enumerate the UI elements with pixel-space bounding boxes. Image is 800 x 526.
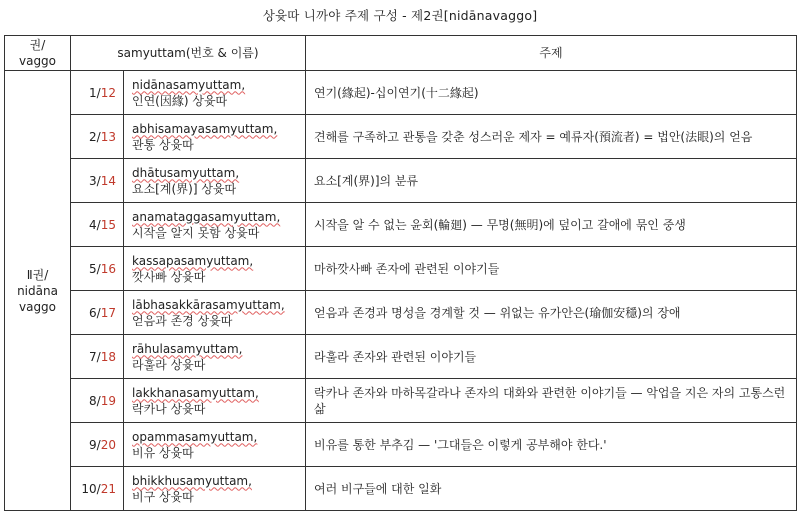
pali-name: bhikkhusamyuttam, — [132, 473, 252, 488]
pali-name: anamataggasamyuttam, — [132, 209, 281, 224]
samyutta-index: 19 — [100, 393, 116, 408]
samyutta-index: 18 — [100, 349, 116, 364]
sequence-number: 3/ — [89, 173, 101, 188]
sequence-number: 5/ — [89, 261, 101, 276]
volume-line1: Ⅱ권/ — [26, 267, 49, 282]
samyutta-number — [71, 247, 124, 291]
sequence-number: 6/ — [89, 305, 101, 320]
samyutta-index: 17 — [100, 305, 116, 320]
table-row — [5, 247, 797, 291]
pali-name: kassapasamyuttam, — [132, 253, 254, 268]
table-row — [5, 291, 797, 335]
samyutta-index: 15 — [100, 217, 116, 232]
korean-name: 라훌라 상윳따 — [132, 357, 206, 372]
samyutta-table — [4, 35, 797, 511]
samyutta-number — [71, 467, 124, 511]
topic-cell: 견해를 구족하고 관통을 갖춘 성스러운 제자 = 예류자(預流者) = 법안(法眼)의 얻음 — [306, 115, 797, 159]
document-title: 상윳따 니까야 주제 구성 - 제2권[nidānavaggo] — [262, 8, 538, 23]
volume-line3: vaggo — [18, 299, 57, 314]
samyutta-number — [71, 291, 124, 335]
korean-name: 시작을 알지 못함 상윳따 — [132, 225, 260, 240]
sequence-number: 4/ — [89, 217, 101, 232]
table-row — [5, 71, 797, 115]
topic-cell: 여러 비구들에 대한 일화 — [306, 467, 797, 511]
samyutta-name — [124, 379, 306, 423]
korean-name: 요소[계(界)] 상윳따 — [132, 181, 237, 196]
samyutta-number — [71, 159, 124, 203]
topic-cell: 시작을 알 수 없는 윤회(輪廻) — 무명(無明)에 덮이고 갈애에 묶인 중생 — [306, 203, 797, 247]
samyutta-name — [124, 335, 306, 379]
sequence-number: 9/ — [89, 437, 101, 452]
table-row — [5, 115, 797, 159]
korean-name: 관통 상윳따 — [132, 137, 194, 152]
samyutta-number — [71, 115, 124, 159]
sequence-number: 10/ — [81, 481, 101, 496]
samyutta-index: 16 — [100, 261, 116, 276]
sequence-number: 8/ — [89, 393, 101, 408]
samyutta-name — [124, 203, 306, 247]
volume-cell — [5, 71, 71, 511]
table-row — [5, 335, 797, 379]
samyutta-index: 20 — [100, 437, 116, 452]
korean-name: 비유 상윳따 — [132, 445, 194, 460]
samyutta-index: 14 — [100, 173, 116, 188]
header-volume — [5, 36, 71, 71]
korean-name: 얻음과 존경 상윳따 — [132, 313, 233, 328]
sequence-number: 2/ — [89, 129, 101, 144]
pali-name: abhisamayasamyuttam, — [132, 121, 278, 136]
samyutta-name — [124, 467, 306, 511]
volume-line2: nidāna — [17, 283, 58, 298]
pali-name: dhātusamyuttam, — [132, 165, 240, 180]
pali-name: rāhulasamyuttam, — [132, 341, 243, 356]
samyutta-number — [71, 335, 124, 379]
samyutta-name — [124, 247, 306, 291]
samyutta-name — [124, 423, 306, 467]
topic-cell: 요소[계(界)]의 분류 — [306, 159, 797, 203]
header-volume-line2: vaggo — [18, 54, 57, 68]
sequence-number: 1/ — [89, 85, 101, 100]
table-row — [5, 379, 797, 423]
header-samyutta: samyuttam(번호 & 이름) — [71, 36, 306, 71]
samyutta-number — [71, 423, 124, 467]
sequence-number: 7/ — [89, 349, 101, 364]
samyutta-number — [71, 203, 124, 247]
korean-name: 인연(因緣) 상윳따 — [132, 93, 228, 108]
topic-cell: 비유를 통한 부추김 — '그대들은 이렇게 공부해야 한다.' — [306, 423, 797, 467]
pali-name: opammasamyuttam, — [132, 429, 258, 444]
samyutta-name — [124, 71, 306, 115]
korean-name: 비구 상윳따 — [132, 489, 194, 504]
topic-cell: 락카나 존자와 마하목갈라나 존자의 대화와 관련한 이야기들 — 악업을 지은 자의 고통스런 삶 — [306, 379, 797, 423]
samyutta-name — [124, 291, 306, 335]
table-body — [5, 71, 797, 511]
pali-name: lābhasakkārasamyuttam, — [132, 297, 285, 312]
table-header-row — [5, 36, 797, 71]
topic-cell: 얻음과 존경과 명성을 경계할 것 — 위없는 유가안은(瑜伽安穩)의 장애 — [306, 291, 797, 335]
pali-name: lakkhanasamyuttam, — [132, 385, 259, 400]
samyutta-number — [71, 71, 124, 115]
korean-name: 락카나 상윳따 — [132, 401, 206, 416]
table-row — [5, 159, 797, 203]
header-topic: 주제 — [306, 36, 797, 71]
table-row — [5, 467, 797, 511]
header-volume-line1: 권/ — [29, 38, 46, 52]
korean-name: 깟사빠 상윳따 — [132, 269, 206, 284]
samyutta-name — [124, 159, 306, 203]
table-row — [5, 203, 797, 247]
samyutta-index: 13 — [100, 129, 116, 144]
samyutta-number — [71, 379, 124, 423]
topic-cell: 마하깟사빠 존자에 관련된 이야기들 — [306, 247, 797, 291]
samyutta-index: 21 — [100, 481, 116, 496]
samyutta-index: 12 — [100, 85, 116, 100]
topic-cell: 연기(緣起)-십이연기(十二緣起) — [306, 71, 797, 115]
samyutta-name — [124, 115, 306, 159]
pali-name: nidānasamyuttam, — [132, 77, 246, 92]
table-row — [5, 423, 797, 467]
topic-cell: 라훌라 존자와 관련된 이야기들 — [306, 335, 797, 379]
